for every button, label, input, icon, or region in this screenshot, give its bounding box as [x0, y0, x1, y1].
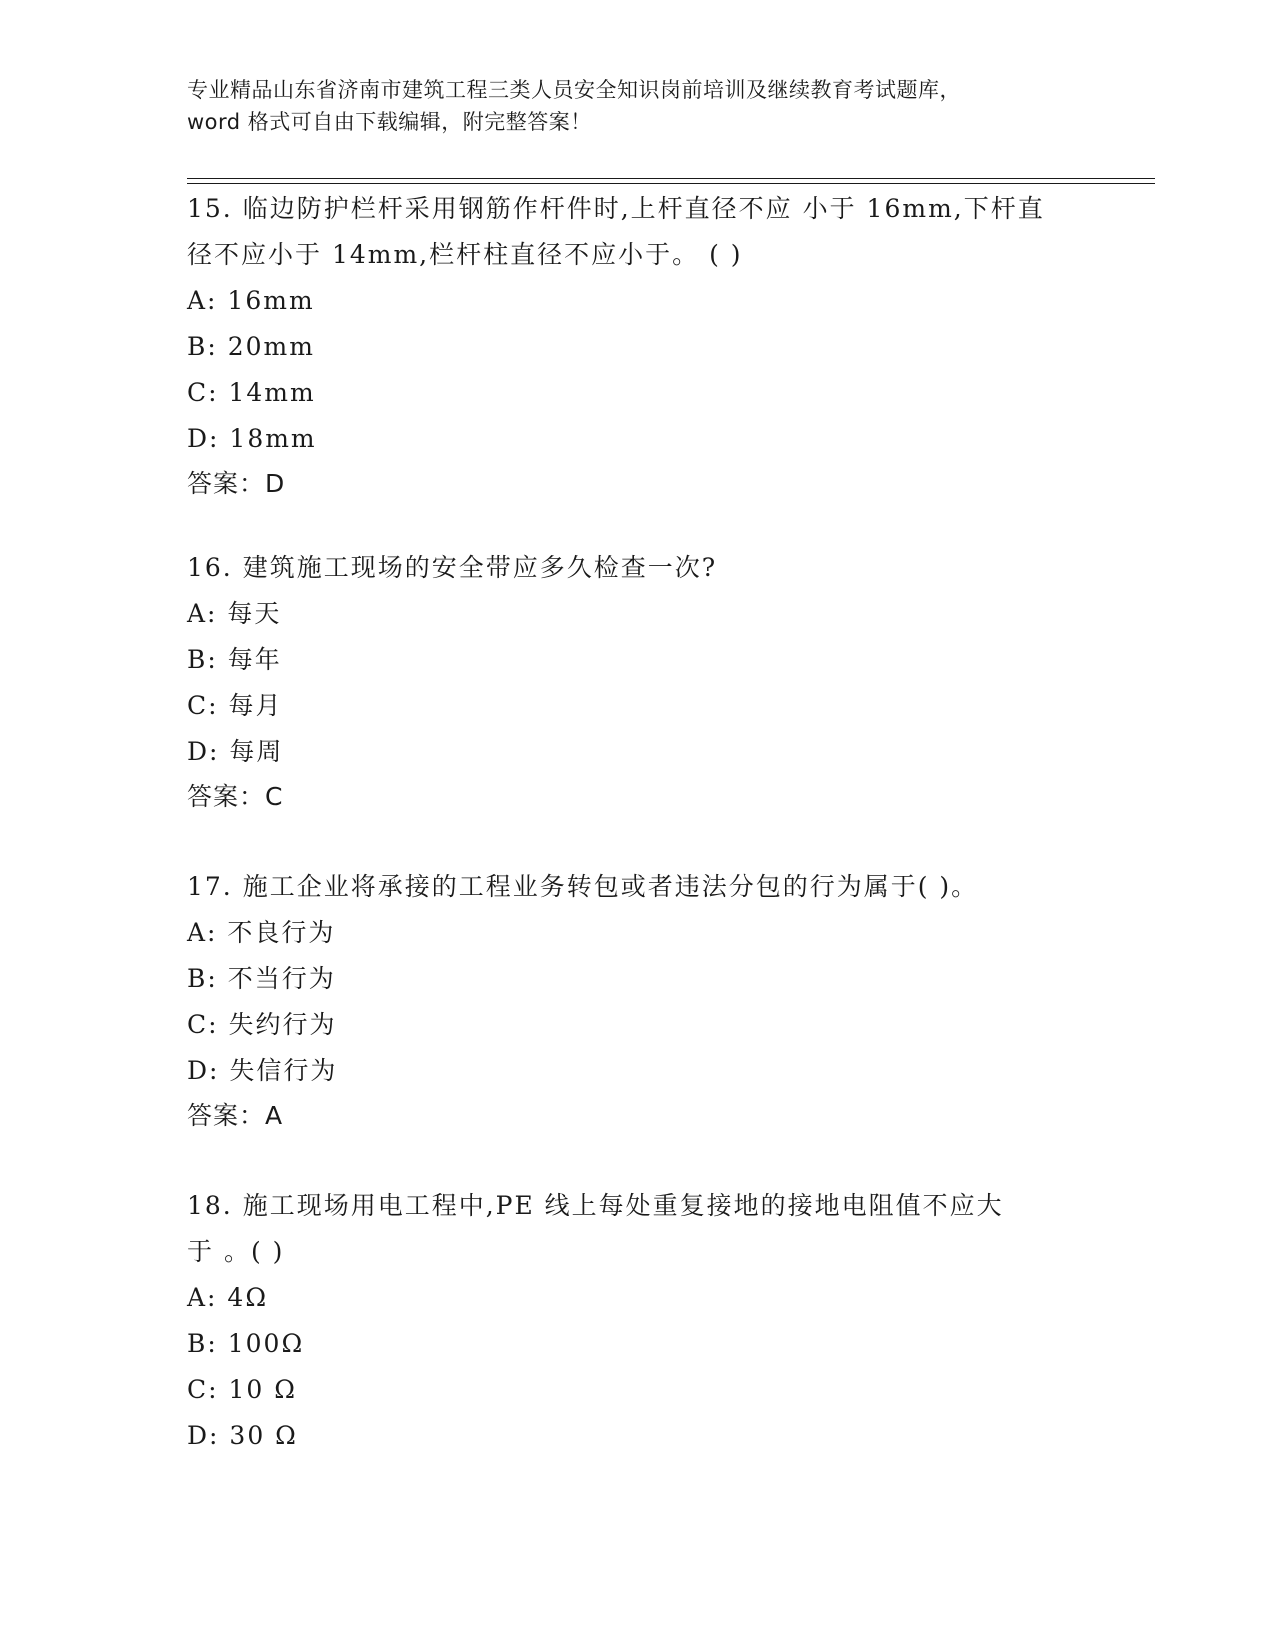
header-divider-top: [187, 178, 1155, 179]
question-15: [187, 186, 1087, 506]
question-stem-line: 16. 建筑施工现场的安全带应多久检查一次?: [187, 553, 718, 582]
question-stem: [187, 186, 1087, 278]
option-b: B: 每年: [187, 645, 282, 674]
question-18: [187, 1183, 1087, 1459]
answer-label: 答案：D: [187, 469, 286, 498]
option-a: A: 不良行为: [187, 918, 336, 947]
option-d: D: 18mm: [187, 424, 317, 453]
document-header: [187, 74, 1087, 138]
header-title-line-1: 专业精品山东省济南市建筑工程三类人员安全知识岗前培训及继续教育考试题库，: [187, 78, 961, 102]
option-b: B: 不当行为: [187, 964, 336, 993]
option-c: C: 10 Ω: [187, 1375, 297, 1404]
header-title-line-2: word 格式可自由下载编辑，附完整答案！: [187, 110, 592, 134]
question-17: [187, 864, 1087, 1138]
question-stem-line: 径不应小于 14mm,栏杆柱直径不应小于。 ( ): [187, 240, 743, 269]
option-c: C: 每月: [187, 691, 283, 720]
option-b: B: 100Ω: [187, 1329, 305, 1358]
option-c: C: 失约行为: [187, 1010, 337, 1039]
question-16: [187, 545, 1087, 819]
option-a: A: 4Ω: [187, 1283, 269, 1312]
question-stem-line: 17. 施工企业将承接的工程业务转包或者违法分包的行为属于( )。: [187, 872, 979, 901]
option-a: A: 每天: [187, 599, 282, 628]
question-stem-line: 15. 临边防护栏杆采用钢筋作杆件时,上杆直径不应 小于 16mm,下杆直: [187, 194, 1045, 223]
answer-label: 答案：C: [187, 782, 284, 811]
option-d: D: 失信行为: [187, 1056, 338, 1085]
option-d: D: 每周: [187, 737, 284, 766]
question-stem-line: 于 。( ): [187, 1237, 285, 1266]
answer-label: 答案：A: [187, 1101, 284, 1130]
option-d: D: 30 Ω: [187, 1421, 298, 1450]
option-c: C: 14mm: [187, 378, 316, 407]
option-b: B: 20mm: [187, 332, 315, 361]
question-stem: [187, 864, 1087, 910]
option-a: A: 16mm: [187, 286, 315, 315]
question-stem: [187, 1183, 1087, 1275]
question-stem-line: 18. 施工现场用电工程中,PE 线上每处重复接地的接地电阻值不应大: [187, 1191, 1004, 1220]
question-stem: [187, 545, 1087, 591]
header-divider-bottom: [187, 183, 1155, 184]
